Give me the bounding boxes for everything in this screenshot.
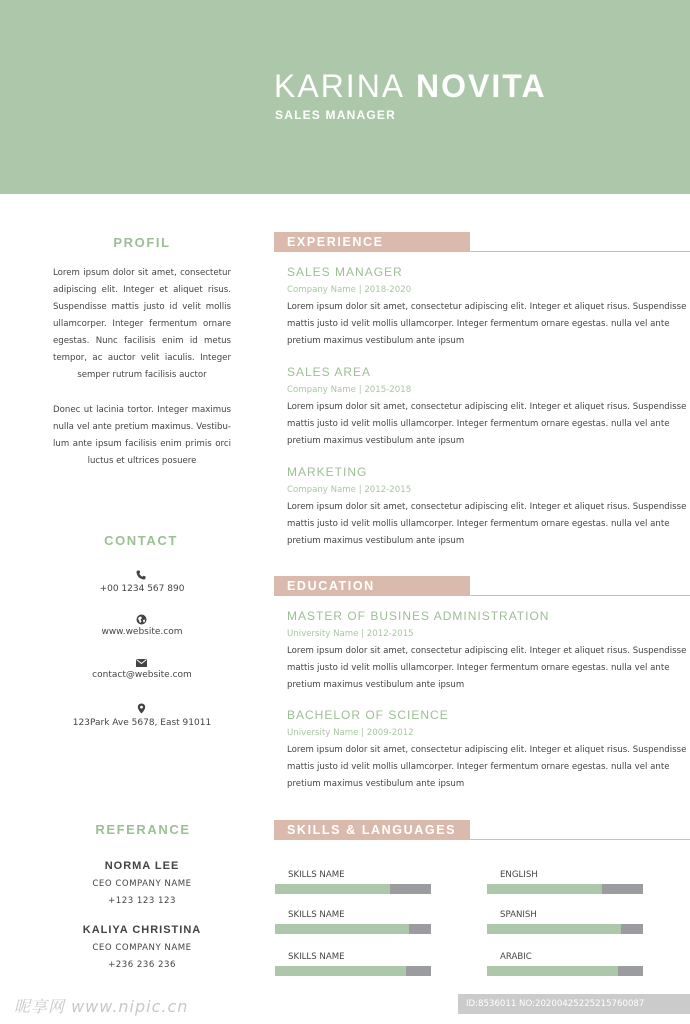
- experience-2-meta: Company Name | 2015-2018: [287, 385, 412, 395]
- education-2-description: [287, 742, 690, 793]
- reference-name-1: NORMA LEE: [104, 860, 180, 872]
- last-name: NOVITA: [416, 68, 547, 104]
- language-label-3: ARABIC: [500, 952, 532, 962]
- watermark: 昵享网 www.nipic.cn: [14, 997, 189, 1016]
- reference-company-1: CEO COMPANY NAME: [92, 879, 192, 889]
- first-name: KARINA: [274, 68, 406, 104]
- skills-title: SKILLS & LANGUAGES: [274, 820, 470, 840]
- education-rule: [470, 595, 690, 596]
- skill-label-1: SKILLS NAME: [288, 870, 345, 880]
- experience-title: EXPERIENCE: [274, 232, 470, 252]
- skill-label-3: SKILLS NAME: [288, 952, 345, 962]
- reference-name-2: KALIYA CHRISTINA: [82, 924, 202, 936]
- education-2-line-1: Lorem ipsum dolor sit amet, consectetur adipiscing elit. Integer et aliquet risus. Suspendisse: [287, 745, 687, 755]
- language-bar-1: [487, 884, 643, 894]
- candidate-role: SALES MANAGER: [275, 108, 396, 122]
- phone-icon: [126, 570, 156, 584]
- skill-bar-2: [275, 924, 431, 934]
- profile-title: PROFIL: [113, 235, 171, 250]
- experience-3-line-1: Lorem ipsum dolor sit amet, consectetur adipiscing elit. Integer et aliquet risus. Suspendisse: [287, 502, 687, 512]
- experience-3-line-3: pretium maximus vestibulum ante ipsum: [287, 536, 465, 546]
- profile-paragraph-1: Lorem ipsum dolor sit amet, consectetur adipiscing elit. Integer et aliquet risus. Suspendisse mattis justo id velit mollis ullamcorper. Integer fermentum ornare egestas. Nunc facilisis enim id metus tempor, ac auctor velit iaculis. Integer semper rutrum facilisis auctor: [53, 268, 231, 380]
- experience-3-title: MARKETING: [287, 465, 368, 479]
- education-1-title: MASTER OF BUSINES ADMINISTRATION: [287, 609, 550, 623]
- education-2-title: BACHELOR OF SCIENCE: [287, 708, 449, 722]
- language-bar-1-fill: [487, 884, 602, 894]
- header-banner: [0, 0, 690, 194]
- experience-2-description: [287, 399, 690, 450]
- language-bar-3-fill: [487, 966, 618, 976]
- reference-title: REFERANCE: [95, 822, 191, 837]
- education-1-line-2: mattis justo id velit mollis ullamcorper. Integer fermentum ornare egestas. nulla vel ante: [287, 663, 670, 673]
- education-1-description: [287, 643, 690, 694]
- education-2-line-2: mattis justo id velit mollis ullamcorper. Integer fermentum ornare egestas. nulla vel ante: [287, 762, 670, 772]
- skills-heading: [274, 820, 690, 842]
- candidate-name: [274, 66, 547, 106]
- contact-website: www.website.com: [101, 627, 183, 637]
- education-2-meta: University Name | 2009-2012: [287, 728, 414, 738]
- education-2-line-3: pretium maximus vestibulum ante ipsum: [287, 779, 465, 789]
- education-heading: [274, 576, 690, 598]
- experience-1-title: SALES MANAGER: [287, 265, 403, 279]
- skill-bar-2-fill: [275, 924, 409, 934]
- language-label-2: SPANISH: [500, 910, 537, 920]
- contact-email: contact@website.com: [92, 670, 192, 680]
- experience-3-meta: Company Name | 2012-2015: [287, 485, 412, 495]
- experience-1-description: [287, 299, 690, 350]
- experience-rule: [470, 251, 690, 252]
- image-id-bar: ID:8536011 NO:20200425225215760087: [458, 994, 690, 1014]
- reference-phone-1: +123 123 123: [108, 896, 176, 906]
- education-title: EDUCATION: [274, 576, 470, 596]
- experience-heading: [274, 232, 690, 254]
- contact-phone: +00 1234 567 890: [99, 584, 185, 594]
- education-1-line-1: Lorem ipsum dolor sit amet, consectetur adipiscing elit. Integer et aliquet risus. Suspendisse: [287, 646, 687, 656]
- skill-bar-1: [275, 884, 431, 894]
- skill-bar-3-fill: [275, 966, 406, 976]
- experience-1-line-1: Lorem ipsum dolor sit amet, consectetur adipiscing elit. Integer et aliquet risus. Suspendisse: [287, 302, 687, 312]
- experience-3-line-2: mattis justo id velit mollis ullamcorper. Integer fermentum ornare egestas. nulla vel ante: [287, 519, 670, 529]
- reference-company-2: CEO COMPANY NAME: [92, 943, 192, 953]
- experience-1-line-2: mattis justo id velit mollis ullamcorper. Integer fermentum ornare egestas. nulla vel ante: [287, 319, 670, 329]
- experience-2-line-1: Lorem ipsum dolor sit amet, consectetur adipiscing elit. Integer et aliquet risus. Suspendisse: [287, 402, 687, 412]
- education-1-line-3: pretium maximus vestibulum ante ipsum: [287, 680, 465, 690]
- experience-2-title: SALES AREA: [287, 365, 372, 379]
- language-bar-2-fill: [487, 924, 621, 934]
- contact-title: CONTACT: [104, 533, 178, 548]
- skills-rule: [470, 839, 690, 840]
- reference-phone-2: +236 236 236: [108, 960, 176, 970]
- skill-bar-3: [275, 966, 431, 976]
- location-pin-icon: [126, 703, 156, 718]
- experience-3-description: [287, 499, 690, 550]
- experience-2-line-2: mattis justo id velit mollis ullamcorper. Integer fermentum ornare egestas. nulla vel ante: [287, 419, 670, 429]
- education-1-meta: University Name | 2012-2015: [287, 629, 414, 639]
- language-bar-2: [487, 924, 643, 934]
- language-label-1: ENGLISH: [500, 870, 538, 880]
- experience-1-meta: Company Name | 2018-2020: [287, 285, 412, 295]
- contact-address: 123Park Ave 5678, East 91011: [72, 718, 212, 728]
- experience-2-line-3: pretium maximus vestibulum ante ipsum: [287, 436, 465, 446]
- profile-paragraph-2: Donec ut lacinia tortor. Integer maximus nulla vel ante pretium maximus. Vestibu- lum ante ipsum facilisis enim primis orci luctus et ultrices posuere: [53, 405, 231, 466]
- language-bar-3: [487, 966, 643, 976]
- skill-label-2: SKILLS NAME: [288, 910, 345, 920]
- experience-1-line-3: pretium maximus vestibulum ante ipsum: [287, 336, 465, 346]
- skill-bar-1-fill: [275, 884, 390, 894]
